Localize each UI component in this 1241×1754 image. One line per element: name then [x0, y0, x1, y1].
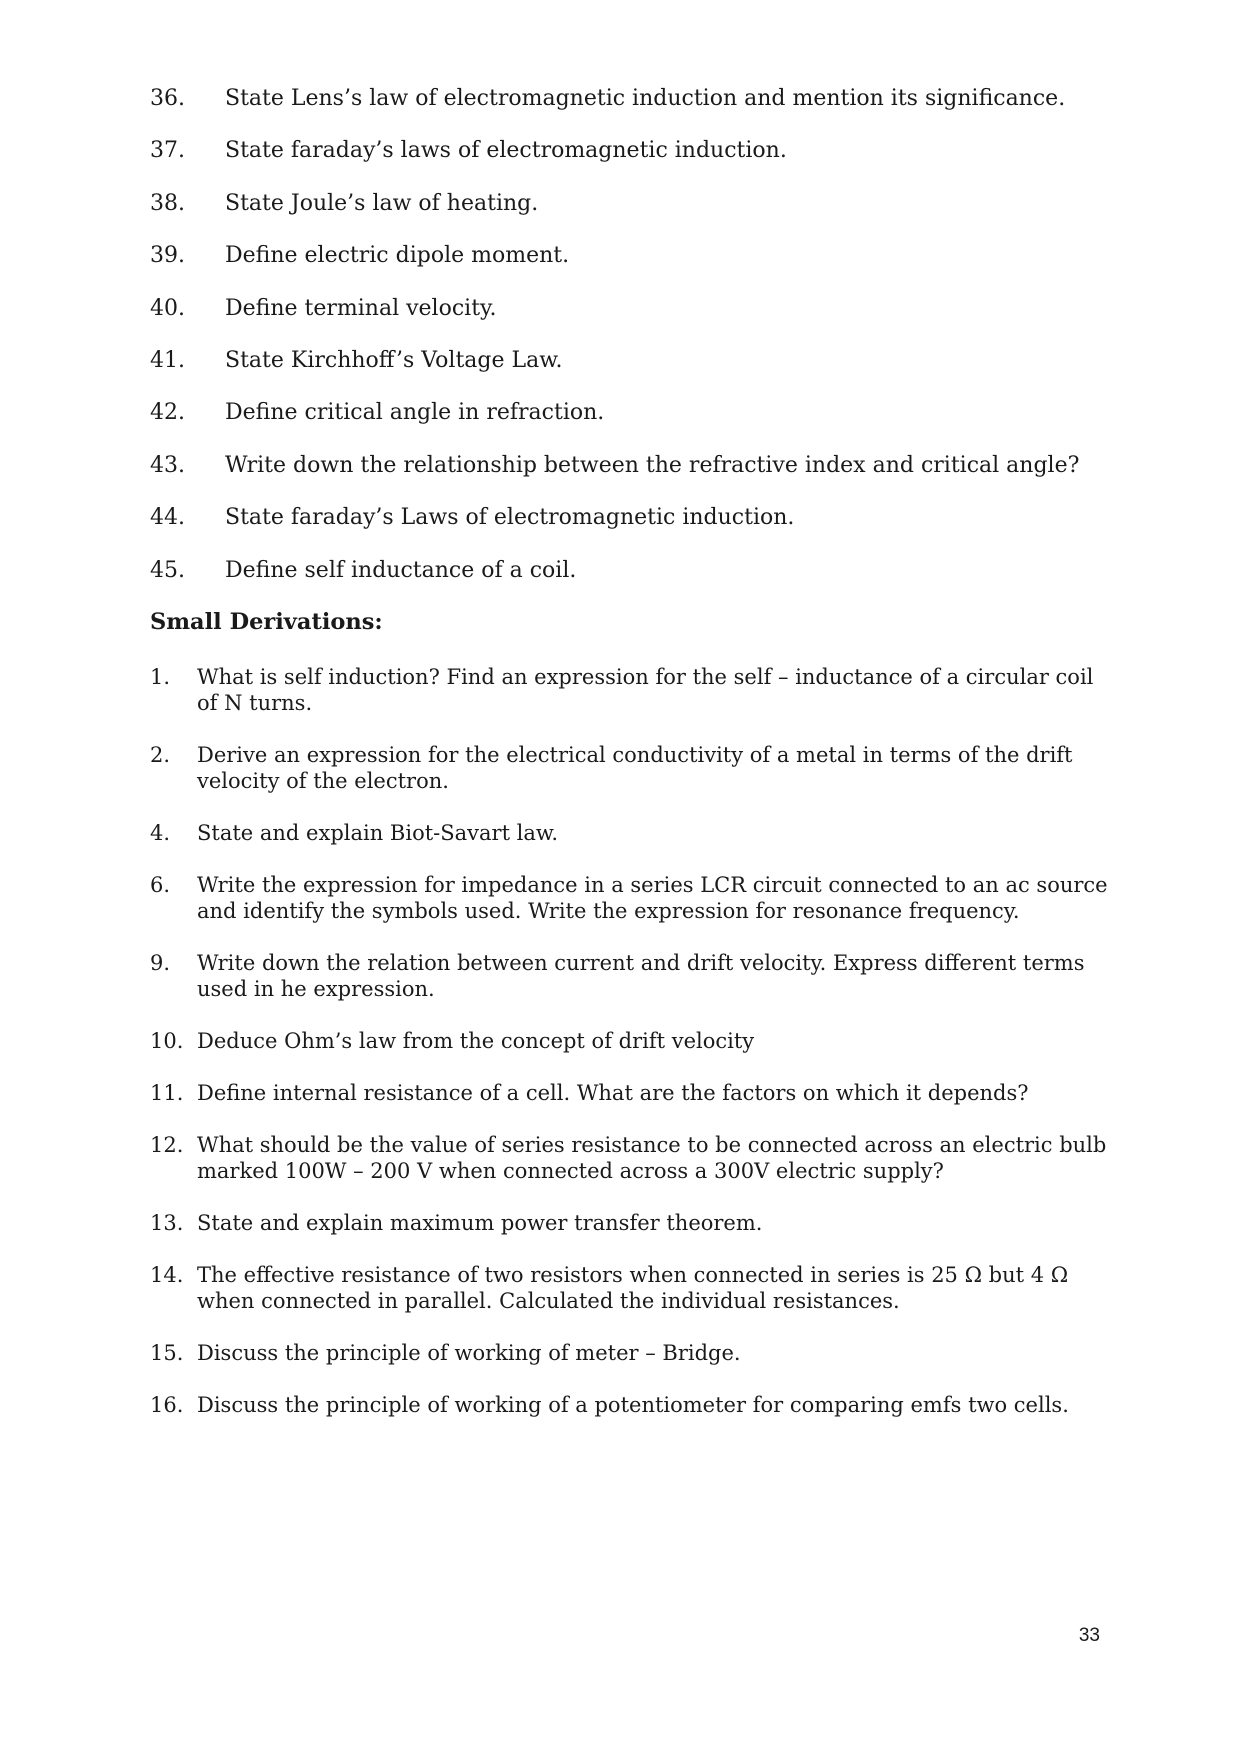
list-item	[150, 191, 1100, 217]
list-item	[150, 742, 1110, 794]
item-text: The effective resistance of two resistors when connected in series is 25 Ω but 4 Ω when connected in parallel. Calculated the individual resistances.	[197, 1263, 1069, 1313]
item-text: Discuss the principle of working of meter – Bridge.	[197, 1341, 741, 1365]
item-text: What should be the value of series resistance to be connected across an electric bulb marked 100W – 200 V when connected across a 300V electric supply?	[197, 1133, 1107, 1183]
item-number: 41.	[150, 347, 185, 373]
list-item	[150, 505, 1100, 531]
derivations-list	[150, 664, 1110, 1444]
item-number: 36.	[150, 86, 185, 111]
item-number: 1.	[150, 665, 171, 689]
section-heading: Small Derivations:	[150, 609, 383, 635]
item-number: 2.	[150, 743, 171, 767]
list-item	[150, 664, 1110, 716]
list-item	[150, 1132, 1110, 1184]
item-number: 11.	[150, 1081, 184, 1105]
item-number: 6.	[150, 873, 171, 897]
list-item	[150, 453, 1100, 479]
item-text: Define critical angle in refraction.	[225, 400, 605, 426]
list-item	[150, 138, 1100, 164]
item-text: Derive an expression for the electrical conductivity of a metal in terms of the drift velocity of the electron.	[197, 743, 1073, 793]
item-text: Define terminal velocity.	[225, 295, 497, 321]
list-item	[150, 1340, 1110, 1366]
list-item	[150, 1028, 1110, 1054]
list-item	[150, 296, 1100, 322]
list-item	[150, 86, 1100, 112]
list-item	[150, 1392, 1110, 1418]
item-text: Write down the relationship between the refractive index and critical angle?	[225, 452, 1080, 478]
item-text: Write down the relation between current and drift velocity. Express different terms used in he expression.	[197, 951, 1085, 1001]
item-number: 9.	[150, 951, 171, 975]
list-item	[150, 820, 1110, 846]
item-text: Define internal resistance of a cell. What are the factors on which it depends?	[197, 1081, 1029, 1105]
item-number: 42.	[150, 400, 185, 426]
list-item	[150, 1262, 1110, 1314]
list-item	[150, 1210, 1110, 1236]
item-number: 37.	[150, 138, 185, 164]
list-item	[150, 950, 1110, 1002]
item-text: Define self inductance of a coil.	[225, 557, 577, 583]
item-number: 16.	[150, 1393, 184, 1417]
list-item	[150, 243, 1100, 269]
list-item	[150, 872, 1110, 924]
item-number: 4.	[150, 821, 171, 845]
item-number: 43.	[150, 452, 185, 478]
item-text: What is self induction? Find an expression for the self – inductance of a circular coil of N turns.	[197, 665, 1094, 715]
item-number: 44.	[150, 505, 185, 531]
item-text: State and explain maximum power transfer theorem.	[197, 1211, 763, 1235]
list-item	[150, 348, 1100, 374]
list-item	[150, 1080, 1110, 1106]
item-number: 10.	[150, 1029, 184, 1053]
item-number: 39.	[150, 243, 185, 269]
item-text: State faraday’s laws of electromagnetic induction.	[225, 138, 787, 164]
item-text: State Lens’s law of electromagnetic induction and mention its significance.	[225, 86, 1066, 111]
item-text: State Kirchhoff’s Voltage Law.	[225, 347, 563, 373]
short-questions-list	[150, 86, 1100, 610]
item-number: 38.	[150, 190, 185, 216]
item-number: 15.	[150, 1341, 184, 1365]
page-number: 33	[1078, 1625, 1100, 1646]
item-text: State Joule’s law of heating.	[225, 190, 539, 216]
item-number: 45.	[150, 557, 185, 583]
item-text: State and explain Biot-Savart law.	[197, 821, 559, 845]
list-item	[150, 558, 1100, 584]
list-item	[150, 400, 1100, 426]
item-number: 12.	[150, 1133, 184, 1157]
item-text: State faraday’s Laws of electromagnetic induction.	[225, 505, 795, 531]
item-number: 14.	[150, 1263, 184, 1287]
item-text: Discuss the principle of working of a potentiometer for comparing emfs two cells.	[197, 1393, 1069, 1417]
item-number: 13.	[150, 1211, 184, 1235]
item-text: Deduce Ohm’s law from the concept of drift velocity	[197, 1029, 755, 1053]
item-text: Define electric dipole moment.	[225, 243, 570, 269]
item-number: 40.	[150, 295, 185, 321]
item-text: Write the expression for impedance in a series LCR circuit connected to an ac source and identify the symbols used. Write the expression for resonance frequency.	[197, 873, 1108, 923]
